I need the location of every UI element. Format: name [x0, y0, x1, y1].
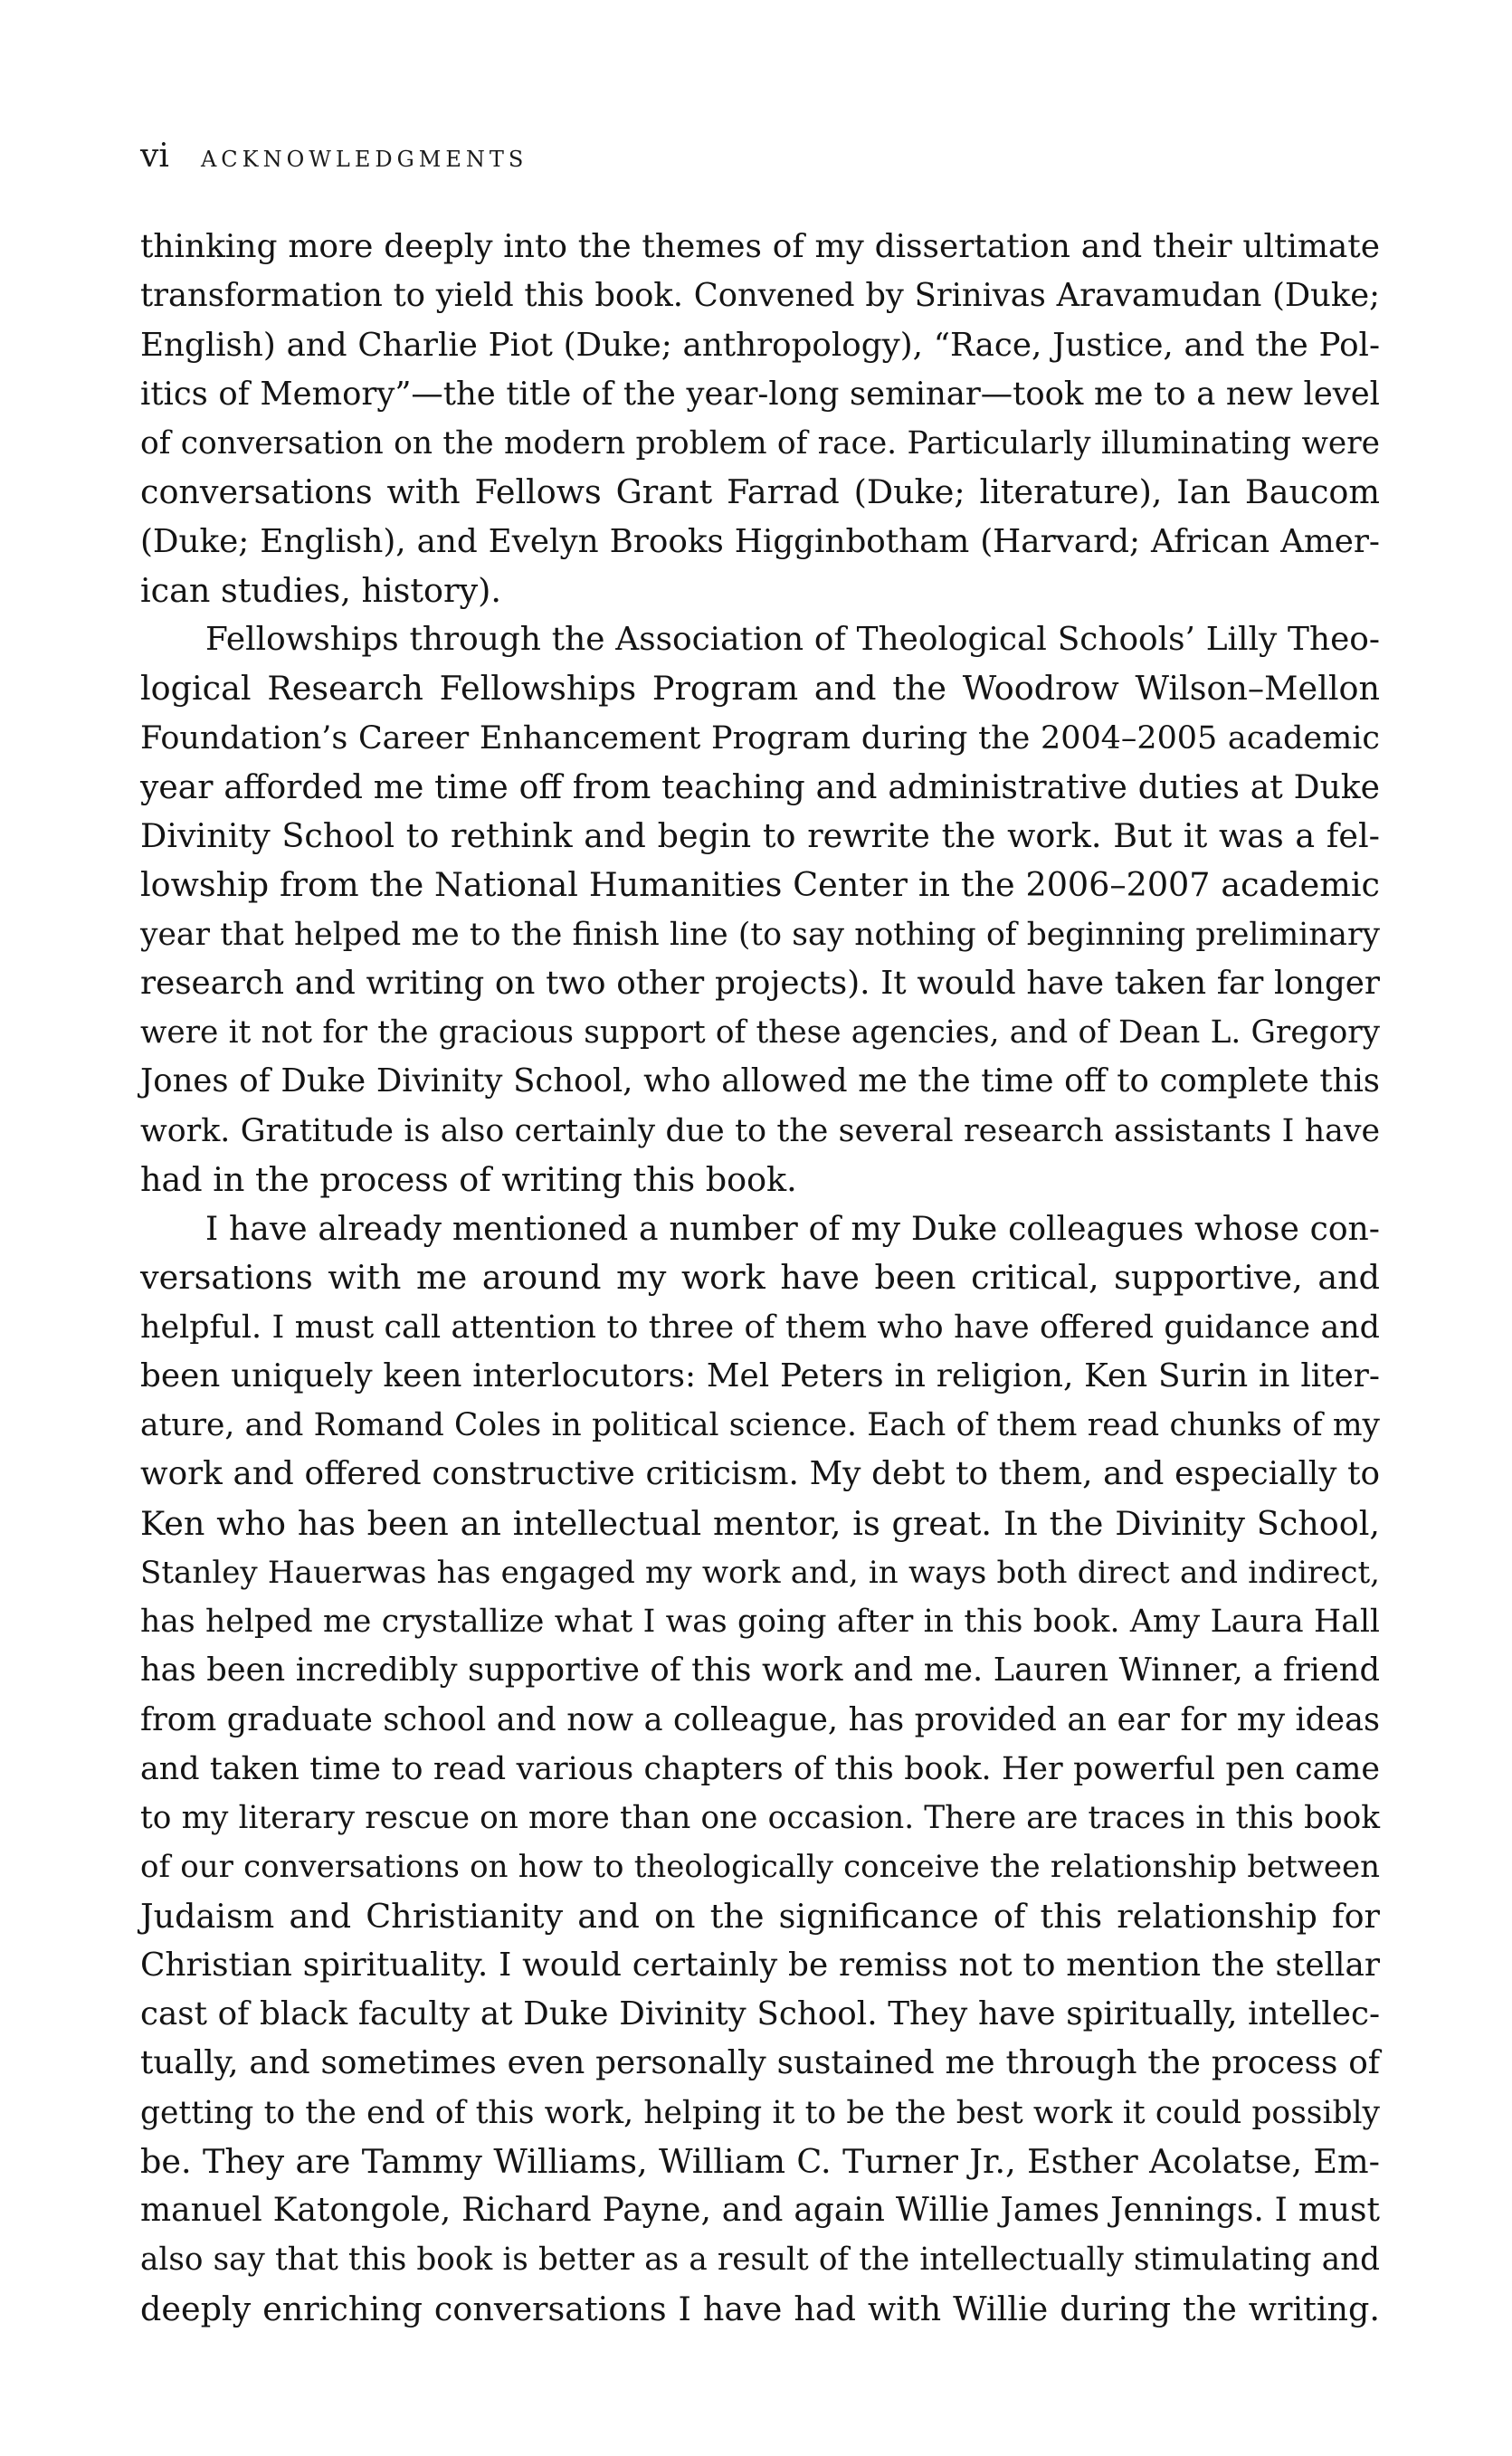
text-line: lowship from the National Humanities Center in the 2006–2007 academic — [140, 865, 1380, 905]
paragraph — [140, 223, 1380, 615]
text-line: to my literary rescue on more than one occasion. There are traces in this book — [140, 1800, 1380, 1836]
text-line: had in the process of writing this book. — [140, 1159, 797, 1199]
text-line: transformation to yield this book. Convened by Srinivas Aravamudan (Duke; — [140, 277, 1380, 315]
page-number: vi — [140, 138, 169, 175]
text-line: (Duke; English), and Evelyn Brooks Higginbotham (Harvard; African Amer- — [140, 522, 1380, 560]
text-line: has been incredibly supportive of this work and me. Lauren Winner, a friend — [140, 1652, 1380, 1690]
text-line: ican studies, history). — [140, 570, 501, 610]
text-line: cast of black faculty at Duke Divinity School. They have spiritually, intellec- — [140, 1995, 1380, 2032]
text-line: and taken time to read various chapters of this book. Her powerful pen came — [140, 1750, 1380, 1787]
text-line: deeply enriching conversations I have had with Willie during the writing. — [140, 2289, 1380, 2328]
text-line: has helped me crystallize what I was going after in this book. Amy Laura Hall — [140, 1604, 1380, 1640]
running-head — [140, 138, 528, 175]
text-line: also say that this book is better as a result of the intellectually stimulating and — [140, 2242, 1380, 2279]
text-line: helpful. I must call attention to three of them who have offered guidance and — [140, 1309, 1380, 1346]
running-head-title: ACKNOWLEDGMENTS — [200, 147, 528, 172]
text-line: tually, and sometimes even personally sustained me through the process of — [140, 2044, 1380, 2082]
text-line: year that helped me to the finish line (to say nothing of beginning preliminary — [140, 916, 1380, 953]
text-line: conversations with Fellows Grant Farrad (Duke; literature), Ian Baucom — [140, 472, 1380, 512]
text-line: Foundation’s Career Enhancement Program during the 2004–2005 academic — [140, 719, 1380, 757]
text-line: work. Gratitude is also certainly due to the several research assistants I have — [140, 1112, 1380, 1149]
text-line: Fellowships through the Association of Theological Schools’ Lilly Theo- — [205, 621, 1380, 658]
text-line: getting to the end of this work, helping it to be the best work it could possibly — [140, 2094, 1380, 2131]
body-text — [140, 223, 1380, 2334]
text-line: versations with me around my work have been critical, supportive, and — [140, 1258, 1380, 1298]
text-line: itics of Memory”—the title of the year-long seminar—took me to a new level — [140, 375, 1380, 413]
text-line: be. They are Tammy Williams, William C. Turner Jr., Esther Acolatse, Em- — [140, 2141, 1380, 2181]
paragraph — [140, 615, 1380, 1204]
text-line: logical Research Fellowships Program and the Woodrow Wilson–Mellon — [140, 669, 1380, 709]
text-line: thinking more deeply into the themes of my dissertation and their ultimate — [140, 228, 1380, 265]
text-line: Christian spirituality. I would certainly be remiss not to mention the stellar — [140, 1946, 1380, 1984]
text-line: ature, and Romand Coles in political science. Each of them read chunks of my — [140, 1407, 1380, 1443]
text-line: manuel Katongole, Richard Payne, and again Willie James Jennings. I must — [140, 2192, 1380, 2229]
text-line: been uniquely keen interlocutors: Mel Peters in religion, Ken Surin in liter- — [140, 1357, 1380, 1395]
text-line: of our conversations on how to theologically conceive the relationship between — [140, 1849, 1380, 1886]
text-line: Jones of Duke Divinity School, who allowed me the time off to complete this — [140, 1062, 1380, 1100]
text-line: English) and Charlie Piot (Duke; anthropology), “Race, Justice, and the Pol- — [140, 326, 1380, 364]
text-line: were it not for the gracious support of these agencies, and of Dean L. Gregory — [140, 1014, 1380, 1051]
text-line: Ken who has been an intellectual mentor, is great. In the Divinity School, — [140, 1503, 1380, 1543]
text-line: I have already mentioned a number of my Duke colleagues whose con- — [205, 1209, 1380, 1248]
text-line: of conversation on the modern problem of race. Particularly illuminating were — [140, 425, 1380, 462]
text-line: from graduate school and now a colleague, has provided an ear for my ideas — [140, 1700, 1380, 1738]
paragraph — [140, 1204, 1380, 2334]
text-line: Judaism and Christianity and on the significance of this relationship for — [140, 1896, 1380, 1936]
text-line: research and writing on two other projects). It would have taken far longer — [140, 964, 1380, 1002]
text-line: work and offered constructive criticism. My debt to them, and especially to — [140, 1455, 1380, 1493]
text-line: Stanley Hauerwas has engaged my work and, in ways both direct and indirect, — [140, 1554, 1380, 1591]
text-line: Divinity School to rethink and begin to rewrite the work. But it was a fel- — [140, 816, 1380, 855]
text-line: year afforded me time off from teaching and administrative duties at Duke — [140, 767, 1380, 806]
